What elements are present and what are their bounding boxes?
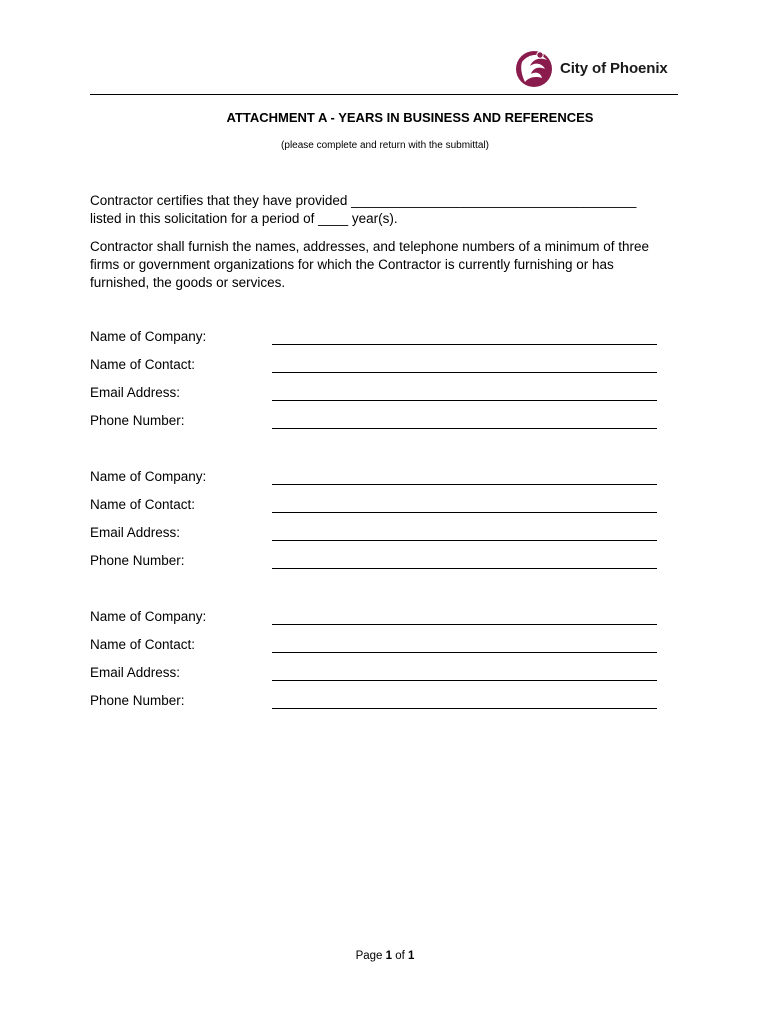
instructions-line-1: Contractor shall furnish the names, addresses, and telephone numbers of a minimum of three [90,239,650,254]
phone-label: Phone Number: [90,693,185,708]
instructions-line-2: firms or government organizations for which the Contractor is currently furnishing or has [90,257,614,272]
document-title: ATTACHMENT A - YEARS IN BUSINESS AND REFERENCES [226,110,594,125]
city-logo [514,44,674,92]
company-row [90,469,670,497]
contact-row [90,637,670,665]
company-row [90,329,670,357]
contact-label: Name of Contact: [90,357,196,372]
contact-label: Name of Contact: [90,497,196,512]
email-label: Email Address: [90,665,181,680]
email-label: Email Address: [90,385,181,400]
certification-line-1[interactable]: Contractor certifies that they have provided ______________________________________ [90,193,637,208]
phone-field[interactable] [272,428,657,429]
email-label: Email Address: [90,525,181,540]
email-field[interactable] [272,540,657,541]
of-word: of [395,950,405,962]
company-field[interactable] [272,344,657,345]
contact-field[interactable] [272,512,657,513]
phone-row [90,553,670,581]
contact-field[interactable] [272,372,657,373]
instructions-line-3: furnished, the goods or services. [90,275,286,290]
document-subtitle: (please complete and return with the submittal) [281,140,489,151]
company-row [90,609,670,637]
reference-block-3 [90,609,670,721]
phone-field[interactable] [272,568,657,569]
page-word: Page [355,950,383,962]
email-row [90,665,670,693]
logo-text: City of Phoenix [560,59,668,77]
phone-label: Phone Number: [90,553,185,568]
contact-label: Name of Contact: [90,637,196,652]
contact-row [90,357,670,385]
reference-block-2 [90,469,670,581]
phone-label: Phone Number: [90,413,185,428]
reference-block-1 [90,329,670,441]
phone-field[interactable] [272,708,657,709]
email-row [90,385,670,413]
email-field[interactable] [272,400,657,401]
certification-line-2[interactable]: listed in this solicitation for a period of ____ year(s). [90,211,398,226]
instructions-paragraph [90,238,690,292]
email-field[interactable] [272,680,657,681]
company-label: Name of Company: [90,609,207,624]
contact-row [90,497,670,525]
company-label: Name of Company: [90,329,207,344]
phone-row [90,413,670,441]
header-divider [90,94,678,95]
phoenix-bird-icon [514,46,554,90]
contact-field[interactable] [272,652,657,653]
total-pages-number: 1 [408,950,415,962]
page-footer [0,950,770,962]
company-field[interactable] [272,484,657,485]
current-page-number: 1 [385,950,393,962]
company-label: Name of Company: [90,469,207,484]
phone-row [90,693,670,721]
email-row [90,525,670,553]
certification-paragraph [90,192,690,228]
company-field[interactable] [272,624,657,625]
